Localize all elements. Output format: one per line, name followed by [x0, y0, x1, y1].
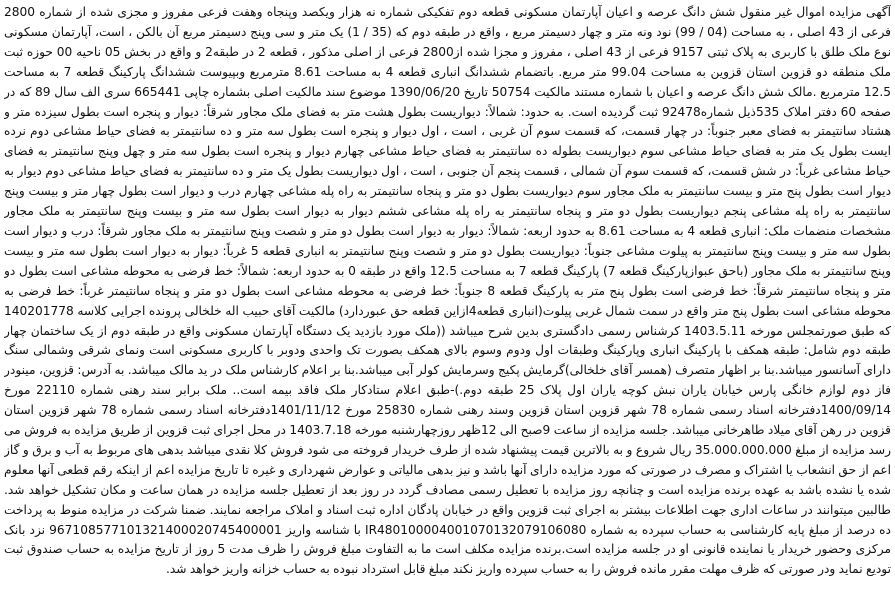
auction-notice-text: آگهی مزایده اموال غیر منقول شش دانگ عرصه و اعیان آپارتمان مسکونی قطعه دوم تفکیکی شماره نه هزار ویکصد وپنجاه وهفت فرعی مفروز و مجزی شده از شماره 2800 فرعی از 43 اصلی ، به مساحت (04 / 99) نود ونه متر و چهار دسیمتر مربع ، واقع در طبقه دوم که (35 / 1) یک متر و سی وپنج دسیمتر مربع آن بالکن ، است، آپارتمان مسکونی نوع ملک طلق با کاربری به پلاک ثبتی 9157 فرعی از 43 اصلی ، مفروز و مجزا شده از2800 فرعی از اصلی مذکور ، قطعه 2 در طبقه2 و واقع در بخش 05 ناحیه 00 حوزه ثبت ملک منطقه دو قزوین استان قزوین به مساحت 99.04 متر مربع. باتضمام ششدانگ انباری قطعه 4 به مساحت 8.61 مترمربع وبپیوست ششدانگ پارکینگ قطعه 7 به مساحت 12.5 مترمربع .مالک شش دانگ عرصه و اعیان با شماره مستند مالکیت 50754 تاریخ 1390/06/20 موضوع سند مالکیت اصلی بشماره چاپی 665441 سری الف سال 89 که در صفحه 60 دفتر املاک 535ذیل شماره92478 ثبت گردیده است. به حدود: شمالاً: دیواریست بطول هشت متر به فضای ملک مجاور شرقاً: دیوار و پنجره است بطول سیزده متر و هشتاد سانتیمتر به فضای معبر جنوباً: در چهار قسمت، که قسمت سوم آن غربی ، است ، اول دیوار و پنجره است بطول سه متر و ده سانتیمتر به فضای حیاط مشاعی دوم نرده ایست بطول یک متر به فضای حیاط مشاعی سوم دیواریست بطوله ده سانتیمتر به فضای حیاط مشاعی چهارم دیوار و پنجره است بطول سه متر و چهل وپنج سانتیمتر به فضای حیاط مشاعی غرباً: در شش قسمت، که قسمت سوم آن شمالی ، قسمت پنجم آن جنوبی ، است ، اول دیواریست بطول یک متر و ده سانتیمتر به فضای حیاط مشاعی دوم دیوار به دیوار است بطول پنج متر و بیست سانتیمتر به ملک مجاور سوم دیواریست بطول دو متر و پنجاه سانتیمتر به راه پله مشاعی چهارم درب و دیوار است بطول چهار متر و بیست وپنج سانتیمتر به راه پله مشاعی پنجم دیواریست بطول دو متر و پنجاه سانتیمتر به راه پله مشاعی ششم دیوار به دیوار است بطول سه متر و بیست وپنج سانتیمتر به ملک مجاور مشخصات منضمات ملک: انباری قطعه 4 به مساحت 8.61 به حدود اربعه: شمالاً: دیوار به دیوار است بطول دو متر و شصت وپنج سانتیمتر به ملک مجاور شرقاً: درب و دیوار است بطول سه متر و بیست وپنج سانتیمتر به پیلوت مشاعی جنوباً: دیواریست بطول دو متر و شصت وپنج سانتیمتر به انباری قطعه 5 غرباً: دیوار به دیوار است بطول سه متر و بیست وپنج سانتیمتر به ملک مجاور (باحق عبوازپارکینگ قطعه 7) پارکینگ قطعه 7 به مساحت 12.5 واقع در طبقه 0 به حدود اربعه: شمالاً: خط فرضی به محوطه مشاعی است بطول دو متر و پنجاه سانتیمتر شرقاً: خط فرضی است بطول پنج متر به پارکینگ قطعه 8 جنوباً: خط فرضی به محوطه مشاعی است بطول دو متر و پنجاه سانتیمتر غرباً: خط فرضی به محوطه مشاعی است بطول پنج متر واقع در سمت شمال غربی پیلوت(انباری قطعه4ازاین قطعه حق عبوردارد) مالکیت آقای حبیب اله خلخالی پرونده اجرایی کلاسه 140201778 که طبق صورتمجلس مورخه 1403.5.11 کرشناس رسمی دادگستری بدین شرح میباشد ((ملک مورد بازدید یک دستگاه آپارتمان مسکونی واقع در طبقه دوم از یک ساختمان چهار طبقه دوم شامل: طبقه همکف با پارکینگ انباری وپارکینگ وطبقات اول ودوم وسوم بالای همکف بصورت تک واحدی ودوبر با کاربری مسکونی است ونمای شرقی وشمالی سنگ دارای آسانسور میباشد.بنا بر اظهار متصرف (همسر آقای خلخالی)گرمایش پکیج وسرمایش کولر آبی میباشد.بنا بر اعلام کارشناس ملک در ید مالک میباشد. به آدرس: قزوین، مینودر فاز دوم لوازم خانگی پارس خیابان یاران نبش کوچه یاران اول پلاک 25 طبقه دوم.)-طبق اعلام ستادکار ملک فاقد بیمه است.. ملک برابر سند رهنی شماره 22110 مورخ 1400/09/14دفترخانه اسناد رسمی شماره 78 شهر قزوین استان قزوین وسند رهنی شماره 25830 مورخ 1401/11/12دفترخانه اسناد رسمی شماره 78 شهر قزوین استان قزوین در رهن آقای میلاد طاهرخانی میباشد. جلسه مزایده از ساعت 9صبح الی 12ظهر روزچهارشنبه مورخه 1403.7.18 در محل اجرای ثبت قزوین از طریق مزایده به فروش می رسد مزایده از مبلغ 35.000.000.000 ریال شروع و به بالاترین قیمت پیشنهاد شده از طرف خریدار فروخته می شود فروش کلا نقدی میباشد بدهی های مربوط به آب و برق و گاز اعم از حق انشعاب یا اشتراک و مصرف در صورتی که مورد مزایده دارای آنها باشد و نیز بدهی مالیاتی و عوارض شهرداری و غیره تا تاریخ مزایده اعم از اینکه رقم قطعی آنها معلوم شده یا نشده باشد به عهده برنده مزایده است و چنانچه روز مزایده با تعطیل رسمی مصادف گردد در روز بعد از تعطیل جلسه مزایده در همان ساعت و مکان تشکیل خواهد شد. طالبین میتوانند در ساعات اداری جهت اطلاعات بیشتر به اجرای ثبت قزوین واقع در خیابان پادگان اداره ثبت اسناد و املاک مراجعه نمایند. ضمنا شرکت در مزایده منوط به پرداخت ده درصد از مبلغ پایه کارشناسی به حساب سپرده به شماره IR480100004001070132079106080 با شناسه واریز 967108577101321400020745400001 نزد بانک مرکزی وحضور خریدار یا نماینده قانونی او در جلسه مزایده است.برنده مزایده مکلف است ما به التفاوت مبلغ فروش را ظرف مدت 5 روز از تاریخ مزایده به حساب صندوق ثبت تودیع نماید ودر صورتی که ظرف مهلت مقرر مانده فروش را به حساب سپرده واریز نکند مبلغ قابل استرداد نبوده به حساب خزانه واریز خواهد شد.	[4, 5, 891, 577]
